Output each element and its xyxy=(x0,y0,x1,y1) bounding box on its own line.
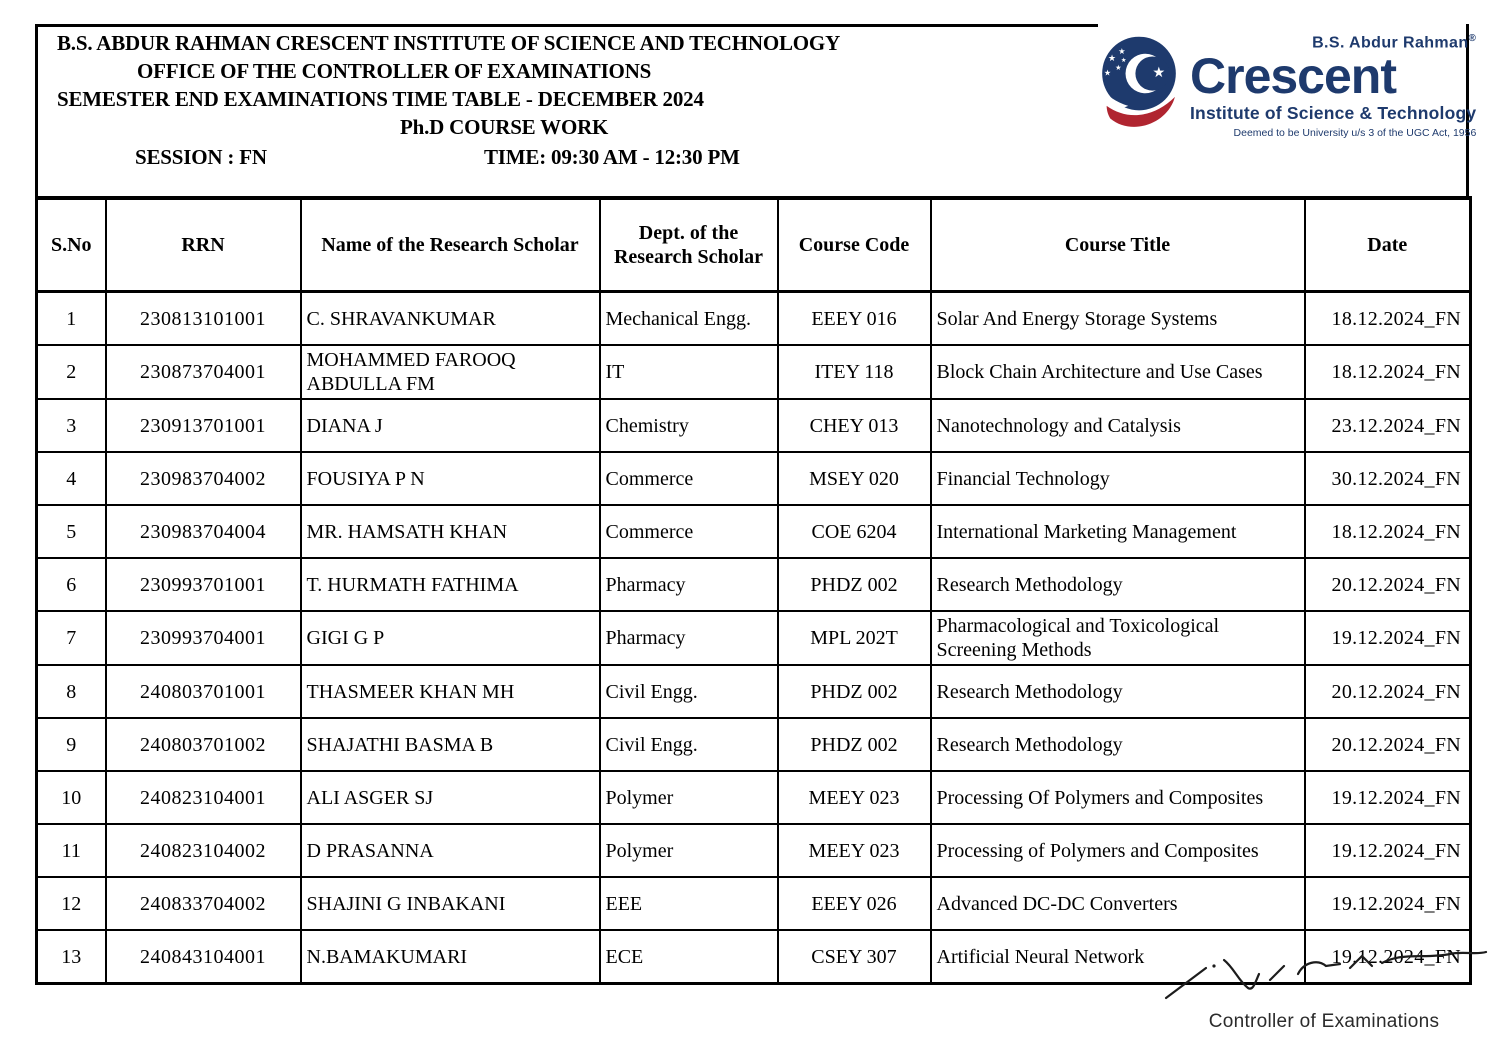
cell-date: 19.12.2024_FN xyxy=(1305,877,1471,930)
col-header-sno: S.No xyxy=(37,198,106,292)
cell-name: SHAJATHI BASMA B xyxy=(301,718,600,771)
cell-rrn: 240823104001 xyxy=(106,771,301,824)
cell-sno: 8 xyxy=(37,665,106,718)
cell-course_code: EEEY 026 xyxy=(778,877,931,930)
header-border-top xyxy=(35,24,1098,27)
institute-title: B.S. ABDUR RAHMAN CRESCENT INSTITUTE OF SCIENCE AND TECHNOLOGY xyxy=(57,31,841,55)
svg-text:★: ★ xyxy=(1118,45,1126,56)
cell-date: 19.12.2024_FN xyxy=(1305,930,1471,984)
cell-dept: Civil Engg. xyxy=(600,665,778,718)
cell-course_code: ITEY 118 xyxy=(778,345,931,399)
col-header-name: Name of the Research Scholar xyxy=(301,198,600,292)
cell-course_title: Solar And Energy Storage Systems xyxy=(931,292,1305,346)
table-row xyxy=(37,505,1471,558)
cell-course_code: CSEY 307 xyxy=(778,930,931,984)
cell-name: MR. HAMSATH KHAN xyxy=(301,505,600,558)
cell-course_title: Research Methodology xyxy=(931,665,1305,718)
cell-sno: 1 xyxy=(37,292,106,346)
cell-rrn: 240843104001 xyxy=(106,930,301,984)
cell-date: 30.12.2024_FN xyxy=(1305,452,1471,505)
cell-sno: 13 xyxy=(37,930,106,984)
exam-timetable xyxy=(35,196,1472,985)
cell-sno: 10 xyxy=(37,771,106,824)
cell-name: MOHAMMED FAROOQ ABDULLA FM xyxy=(301,345,600,399)
cell-rrn: 240833704002 xyxy=(106,877,301,930)
cell-name: N.BAMAKUMARI xyxy=(301,930,600,984)
table-row xyxy=(37,824,1471,877)
cell-dept: Polymer xyxy=(600,771,778,824)
cell-date: 19.12.2024_FN xyxy=(1305,611,1471,665)
cell-course_title: Processing of Polymers and Composites xyxy=(931,824,1305,877)
cell-dept: Commerce xyxy=(600,452,778,505)
cell-sno: 3 xyxy=(37,399,106,452)
cell-dept: Chemistry xyxy=(600,399,778,452)
office-title: OFFICE OF THE CONTROLLER OF EXAMINATIONS xyxy=(137,59,652,83)
timetable-body xyxy=(37,292,1471,984)
cell-rrn: 240823104002 xyxy=(106,824,301,877)
cell-sno: 11 xyxy=(37,824,106,877)
cell-sno: 12 xyxy=(37,877,106,930)
cell-rrn: 230873704001 xyxy=(106,345,301,399)
table-row xyxy=(37,399,1471,452)
cell-course_title: International Marketing Management xyxy=(931,505,1305,558)
logo-brand-small-text: B.S. Abdur Rahman xyxy=(1312,34,1469,52)
cell-date: 20.12.2024_FN xyxy=(1305,665,1471,718)
cell-date: 19.12.2024_FN xyxy=(1305,771,1471,824)
cell-name: GIGI G P xyxy=(301,611,600,665)
cell-date: 20.12.2024_FN xyxy=(1305,558,1471,611)
cell-course_code: PHDZ 002 xyxy=(778,718,931,771)
cell-name: SHAJINI G INBAKANI xyxy=(301,877,600,930)
cell-date: 20.12.2024_FN xyxy=(1305,718,1471,771)
cell-dept: Pharmacy xyxy=(600,611,778,665)
cell-date: 19.12.2024_FN xyxy=(1305,824,1471,877)
svg-text:★: ★ xyxy=(1103,67,1112,78)
cell-course_title: Financial Technology xyxy=(931,452,1305,505)
cell-course_code: PHDZ 002 xyxy=(778,558,931,611)
registered-trademark-icon: ® xyxy=(1468,33,1477,44)
cell-course_code: COE 6204 xyxy=(778,505,931,558)
table-row xyxy=(37,718,1471,771)
cell-course_code: MEEY 023 xyxy=(778,824,931,877)
cell-sno: 7 xyxy=(37,611,106,665)
cell-course_code: MSEY 020 xyxy=(778,452,931,505)
cell-course_title: Artificial Neural Network xyxy=(931,930,1305,984)
cell-course_title: Advanced DC-DC Converters xyxy=(931,877,1305,930)
cell-dept: Mechanical Engg. xyxy=(600,292,778,346)
cell-name: D PRASANNA xyxy=(301,824,600,877)
cell-dept: Pharmacy xyxy=(600,558,778,611)
cell-sno: 6 xyxy=(37,558,106,611)
course-work-title: Ph.D COURSE WORK xyxy=(400,115,609,139)
table-row xyxy=(37,611,1471,665)
cell-dept: EEE xyxy=(600,877,778,930)
cell-course_code: PHDZ 002 xyxy=(778,665,931,718)
cell-name: FOUSIYA P N xyxy=(301,452,600,505)
logo-text-block xyxy=(1190,28,1476,139)
cell-dept: ECE xyxy=(600,930,778,984)
table-row xyxy=(37,345,1471,399)
cell-course_title: Pharmacological and Toxicological Screening Methods xyxy=(931,611,1305,665)
cell-name: THASMEER KHAN MH xyxy=(301,665,600,718)
cell-date: 18.12.2024_FN xyxy=(1305,292,1471,346)
col-header-dept: Dept. of the Research Scholar xyxy=(600,198,778,292)
svg-text:★: ★ xyxy=(1152,65,1166,82)
crescent-emblem-icon xyxy=(1094,34,1184,140)
table-header-row xyxy=(37,198,1471,292)
signature-scribble-icon xyxy=(1158,946,1490,1004)
table-row xyxy=(37,665,1471,718)
table-row xyxy=(37,558,1471,611)
cell-course_title: Research Methodology xyxy=(931,718,1305,771)
cell-sno: 4 xyxy=(37,452,106,505)
logo-tagline: Deemed to be University u/s 3 of the UGC Act, 1956 xyxy=(1233,126,1477,139)
cell-course_title: Block Chain Architecture and Use Cases xyxy=(931,345,1305,399)
signature-block xyxy=(1158,946,1490,1033)
exam-title: SEMESTER END EXAMINATIONS TIME TABLE - DECEMBER 2024 xyxy=(57,87,704,111)
logo-brand-large: Crescent xyxy=(1190,48,1396,105)
cell-course_title: Research Methodology xyxy=(931,558,1305,611)
cell-course_title: Nanotechnology and Catalysis xyxy=(931,399,1305,452)
logo-subtitle: Institute of Science & Technology xyxy=(1190,102,1477,123)
cell-course_code: MEEY 023 xyxy=(778,771,931,824)
cell-rrn: 230993704001 xyxy=(106,611,301,665)
cell-sno: 9 xyxy=(37,718,106,771)
cell-dept: Civil Engg. xyxy=(600,718,778,771)
table-row xyxy=(37,771,1471,824)
cell-name: T. HURMATH FATHIMA xyxy=(301,558,600,611)
cell-name: ALI ASGER SJ xyxy=(301,771,600,824)
session-label: SESSION : FN xyxy=(135,145,267,169)
table-row xyxy=(37,877,1471,930)
cell-name: C. SHRAVANKUMAR xyxy=(301,292,600,346)
cell-rrn: 230983704004 xyxy=(106,505,301,558)
col-header-rrn: RRN xyxy=(106,198,301,292)
svg-text:★: ★ xyxy=(1120,56,1127,64)
cell-sno: 2 xyxy=(37,345,106,399)
time-label: TIME: 09:30 AM - 12:30 PM xyxy=(484,145,740,169)
cell-rrn: 230913701001 xyxy=(106,399,301,452)
cell-rrn: 230983704002 xyxy=(106,452,301,505)
header-border-left xyxy=(35,24,38,196)
cell-date: 18.12.2024_FN xyxy=(1305,345,1471,399)
cell-course_code: EEEY 016 xyxy=(778,292,931,346)
cell-dept: Polymer xyxy=(600,824,778,877)
cell-rrn: 230813101001 xyxy=(106,292,301,346)
cell-course_code: CHEY 013 xyxy=(778,399,931,452)
cell-rrn: 230993701001 xyxy=(106,558,301,611)
table-row xyxy=(37,292,1471,346)
cell-dept: Commerce xyxy=(600,505,778,558)
cell-course_title: Processing Of Polymers and Composites xyxy=(931,771,1305,824)
cell-name: DIANA J xyxy=(301,399,600,452)
cell-rrn: 240803701001 xyxy=(106,665,301,718)
table-row xyxy=(37,452,1471,505)
svg-text:★: ★ xyxy=(1115,62,1122,72)
cell-course_code: MPL 202T xyxy=(778,611,931,665)
col-header-date: Date xyxy=(1305,198,1471,292)
institute-logo xyxy=(1094,28,1477,140)
col-header-course-code: Course Code xyxy=(778,198,931,292)
cell-sno: 5 xyxy=(37,505,106,558)
cell-dept: IT xyxy=(600,345,778,399)
col-header-course-title: Course Title xyxy=(931,198,1305,292)
cell-date: 23.12.2024_FN xyxy=(1305,399,1471,452)
cell-rrn: 240803701002 xyxy=(106,718,301,771)
cell-date: 18.12.2024_FN xyxy=(1305,505,1471,558)
signatory-title: Controller of Examinations xyxy=(1208,1011,1440,1032)
svg-text:★: ★ xyxy=(1108,53,1117,64)
